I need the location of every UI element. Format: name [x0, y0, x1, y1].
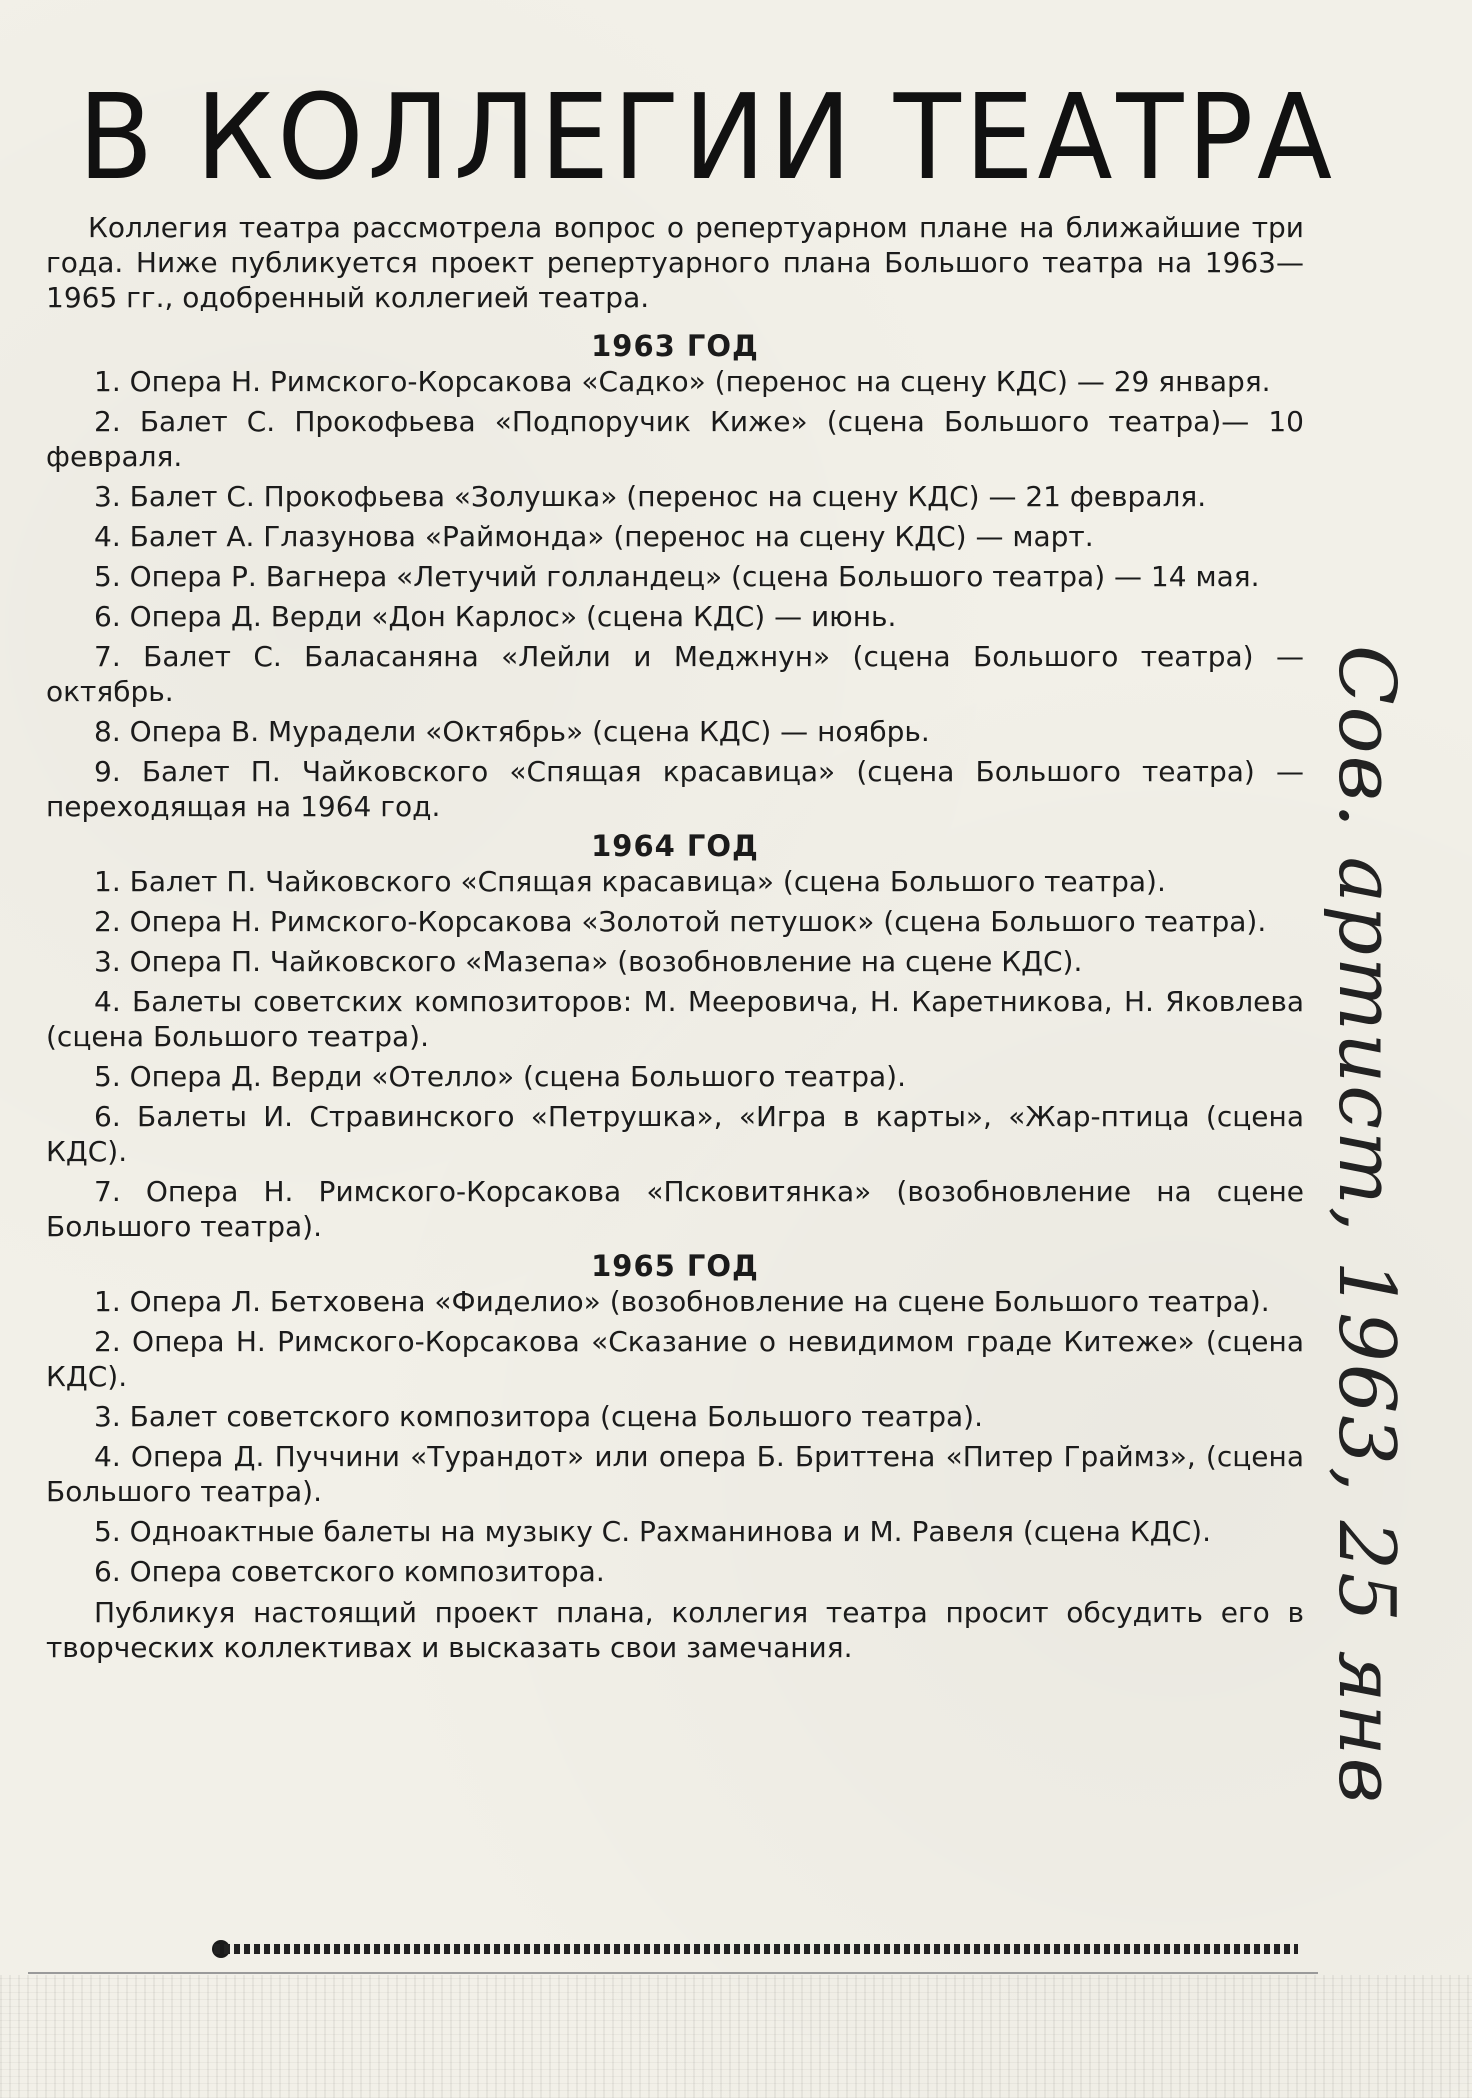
- list-item: 1. Балет П. Чайковского «Спящая красавица» (сцена Большого театра).: [94, 865, 1166, 898]
- list-item: 2. Опера Н. Римского-Корсакова «Сказание о невидимом граде Китеже» (сцена КДС).: [46, 1325, 1304, 1393]
- section-1964: [46, 829, 1304, 1244]
- intro-paragraph: Коллегия театра рассмотрела вопрос о репертуарном плане на ближайшие три года. Ниже публикуется проект репертуарного плана Большого театра на 1963—1965 гг., одобренный коллегией театра.: [46, 211, 1304, 314]
- list-item: 5. Опера Д. Верди «Отелло» (сцена Большого театра).: [94, 1060, 906, 1093]
- list-item: 1. Опера Л. Бетховена «Фиделио» (возобновление на сцене Большого театра).: [94, 1285, 1270, 1318]
- list-item: 7. Опера Н. Римского-Корсакова «Псковитянка» (возобновление на сцене Большого театра).: [46, 1175, 1304, 1243]
- list-item: 2. Балет С. Прокофьева «Подпоручик Киже» (сцена Большого театра)— 10 февраля.: [46, 405, 1304, 473]
- list-item: 3. Опера П. Чайковского «Мазепа» (возобновление на сцене КДС).: [94, 945, 1083, 978]
- list-item: 6. Опера Д. Верди «Дон Карлос» (сцена КДС) — июнь.: [94, 600, 897, 633]
- list-item: 9. Балет П. Чайковского «Спящая красавица» (сцена Большого театра) — переходящая на 1964 год.: [46, 755, 1304, 823]
- year-heading: 1965 ГОД: [591, 1249, 759, 1283]
- list-item: 3. Балет С. Прокофьева «Золушка» (перенос на сцену КДС) — 21 февраля.: [94, 480, 1207, 513]
- list-item: 5. Одноактные балеты на музыку С. Рахманинова и М. Равеля (сцена КДС).: [94, 1515, 1211, 1548]
- section-1965: [46, 1249, 1304, 1589]
- year-heading: 1964 ГОД: [591, 829, 759, 863]
- list-item: 8. Опера В. Мурадели «Октябрь» (сцена КДС) — ноябрь.: [94, 715, 930, 748]
- list-item: 1. Опера Н. Римского-Корсакова «Садко» (перенос на сцену КДС) — 29 января.: [94, 365, 1271, 398]
- list-item: 4. Балеты советских композиторов: М. Мееровича, Н. Каретникова, Н. Яковлева (сцена Большого театра).: [46, 985, 1304, 1053]
- closing-paragraph: Публикуя настоящий проект плана, коллегия театра просит обсудить его в творческих коллективах и высказать свои замечания.: [46, 1596, 1304, 1664]
- scan-background: [0, 1975, 1472, 2098]
- year-heading: 1963 ГОД: [591, 329, 759, 363]
- handwritten-source-note: Сов. артист, 1963, 25 янв: [1321, 645, 1411, 1806]
- headline: В КОЛЛЕГИИ ТЕАТРА: [78, 68, 1336, 206]
- article-body: [46, 210, 1304, 1665]
- list-item: 3. Балет советского композитора (сцена Большого театра).: [94, 1400, 983, 1433]
- list-item: 4. Опера Д. Пуччини «Турандот» или опера Б. Бриттена «Питер Граймз», (сцена Большого театра).: [46, 1440, 1304, 1508]
- list-item: 2. Опера Н. Римского-Корсакова «Золотой петушок» (сцена Большого театра).: [94, 905, 1267, 938]
- section-1963: [46, 329, 1304, 824]
- clipping-edge: [28, 1972, 1318, 1974]
- list-item: 5. Опера Р. Вагнера «Летучий голландец» (сцена Большого театра) — 14 мая.: [94, 560, 1260, 593]
- list-item: 7. Балет С. Баласаняна «Лейли и Меджнун» (сцена Большого театра) — октябрь.: [46, 640, 1304, 708]
- list-item: 4. Балет А. Глазунова «Раймонда» (перенос на сцену КДС) — март.: [94, 520, 1094, 553]
- decorative-divider: [214, 1944, 1298, 1954]
- list-item: 6. Балеты И. Стравинского «Петрушка», «Игра в карты», «Жар-птица (сцена КДС).: [46, 1100, 1304, 1168]
- list-item: 6. Опера советского композитора.: [94, 1555, 605, 1588]
